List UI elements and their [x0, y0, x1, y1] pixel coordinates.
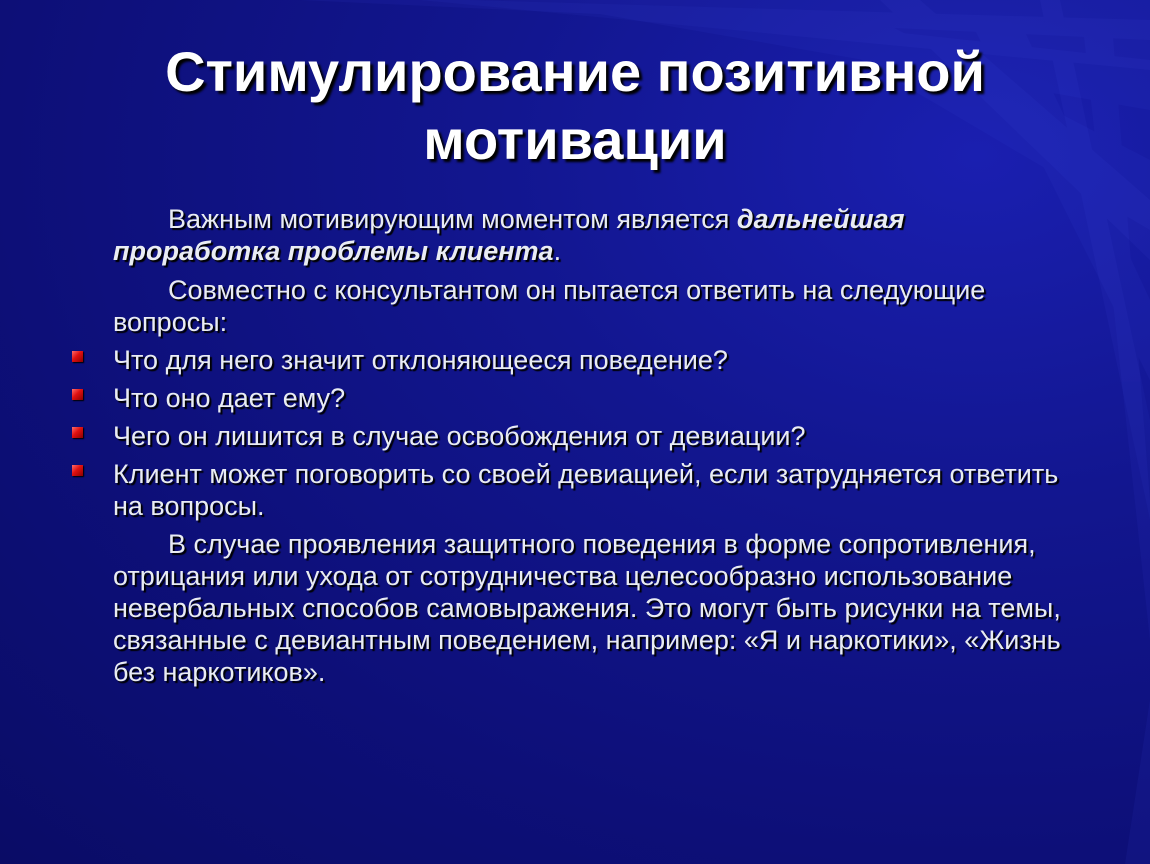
bullet-text: Чего он лишится в случае освобождения от девиации?: [113, 421, 806, 451]
bullet-text: Что оно дает ему?: [113, 383, 346, 413]
paragraph-questions-intro: Совместно с консультантом он пытается ответить на следующие вопросы:: [113, 275, 986, 337]
paragraph-tail: .: [553, 236, 562, 266]
bullet-square-icon: [72, 389, 83, 400]
bullet-square-icon: [72, 465, 83, 476]
bullet-text: Клиент может поговорить со своей девиацией, если затрудняется ответить на вопросы.: [113, 459, 1059, 521]
bullet-item: [113, 458, 1073, 522]
paragraph-lead: Важным мотивирующим моментом является: [168, 204, 737, 234]
bullet-item: [113, 344, 1073, 376]
slide-body: [113, 203, 1073, 695]
bullet-item: [113, 420, 1073, 452]
paragraph-defensive-behavior: В случае проявления защитного поведения в форме сопротивления, отрицания или ухода от сотрудничества целесообразно использование невербальных способов самовыражения. Это могут быть рисунки на темы, связанные с девиантным поведением, например: «Я и наркотики», «Жизнь без наркотиков».: [113, 529, 1061, 687]
bullet-square-icon: [72, 351, 83, 362]
bullet-text: Что для него значит отклоняющееся поведение?: [113, 345, 728, 375]
slide-title: Стимулирование позитивной мотивации: [165, 40, 985, 171]
paragraph-important-moment: [113, 203, 1073, 267]
bullet-item: [113, 382, 1073, 414]
bullet-square-icon: [72, 427, 83, 438]
paragraph-emphasis: дальнейшая проработка проблемы клиента: [113, 204, 905, 266]
